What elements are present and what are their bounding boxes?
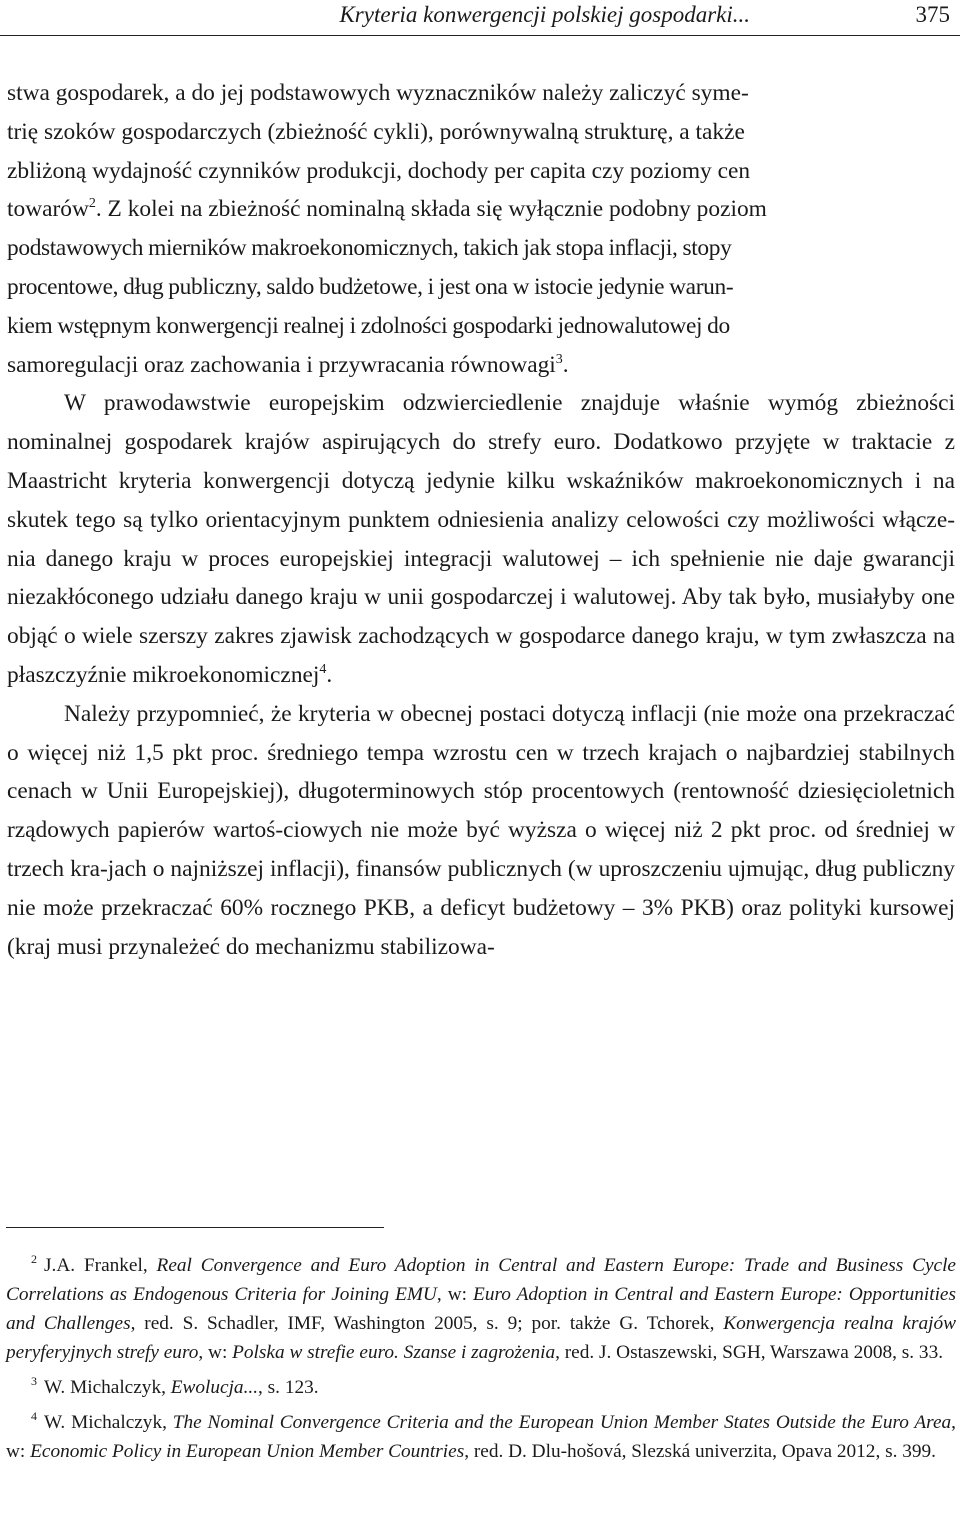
footnote-3 bbox=[6, 1373, 956, 1402]
footnote-text: J.A. Frankel, bbox=[44, 1255, 157, 1276]
paragraph-end: . bbox=[326, 661, 333, 688]
footnote-title: Real Convergence and Euro Adoption in Central and Eastern Europe: Trade and Business Cycle Correlations as Endogenous Criteria for Joining EMU bbox=[6, 1255, 956, 1305]
footnotes bbox=[6, 1251, 956, 1472]
footnote-ref-3[interactable]: 3 bbox=[555, 351, 563, 367]
footnote-number: 3 bbox=[31, 1374, 37, 1388]
text-line: . bbox=[562, 351, 569, 378]
footnote-text: , w: bbox=[198, 1342, 233, 1363]
running-head bbox=[6, 0, 954, 30]
text-line: procentowe, dług publiczny, saldo budżetowe, i jest ona w istocie jedynie warun- bbox=[7, 273, 734, 300]
footnote-text: , s. 123. bbox=[258, 1377, 319, 1398]
text-line: samoregulacji oraz zachowania i przywracania równowagi bbox=[7, 351, 556, 378]
text-line: stwa gospodarek, a do jej podstawowych wyznaczników należy zaliczyć syme- bbox=[7, 80, 749, 106]
footnote-number: 4 bbox=[31, 1409, 37, 1423]
paragraph-text: Należy przypomnieć, że kryteria w obecnej postaci dotyczą inflacji (nie może ona przekraczać o więcej niż 1,5 pkt proc. średniego tempa wzrostu cen w trzech krajach o najbardziej stabilnych cenach w Unii Europejskiej), długoterminowych stóp procentowych (rentowność dziesięcioletnich rządowych papierów wartoś-ciowych nie może być wyższa o więcej niż 2 pkt proc. od średniej w trzech kra-jach o najniższej inflacji), finansów publicznych (w uproszczeniu ujmując, dług publiczny nie może przekraczać 60% rocznego PKB, a deficyt budżetowy – 3% PKB) oraz polityki kursowej (kraj musi przynależeć do mechanizmu stabilizowa- bbox=[7, 700, 955, 960]
footnote-text: , red. S. Schadler, IMF, Washington 2005, s. 9; por. także G. Tchorek, bbox=[130, 1313, 724, 1334]
paragraph-3 bbox=[7, 695, 955, 967]
body-text bbox=[7, 74, 955, 966]
footnote-text: W. Michalczyk, bbox=[44, 1377, 171, 1398]
paragraph-1 bbox=[7, 74, 955, 384]
text-line: towarów bbox=[7, 196, 89, 223]
footnote-title: Euro Adoption in Central and Eastern Europe: Opportunities and Challenges bbox=[6, 1284, 956, 1334]
footnote-4 bbox=[6, 1408, 956, 1466]
running-title: Kryteria konwergencji polskiej gospodarki... bbox=[339, 2, 750, 27]
text-line: podstawowych mierników makroekonomicznych, takich jak stopa inflacji, stopy bbox=[7, 235, 732, 262]
footnote-2 bbox=[6, 1251, 956, 1367]
footnote-title: Ewolucja... bbox=[170, 1377, 259, 1398]
text-line: kiem wstępnym konwergencji realnej i zdolności gospodarki jednowalutowej do bbox=[7, 312, 730, 339]
footnote-rule bbox=[6, 1227, 384, 1228]
footnote-title: Polska w strefie euro. Szanse i zagrożenia bbox=[232, 1342, 556, 1363]
header-rule bbox=[0, 35, 960, 36]
text-line: trię szoków gospodarczych (zbieżność cykli), porównywalną strukturę, a także bbox=[7, 118, 745, 145]
text-line: zbliżoną wydajność czynników produkcji, dochody per capita czy poziomy cen bbox=[7, 157, 751, 184]
footnote-number: 2 bbox=[31, 1252, 37, 1266]
footnote-text: , w: bbox=[436, 1284, 474, 1305]
footnote-title: Economic Policy in European Union Member Countries bbox=[30, 1441, 465, 1462]
footnote-ref-2[interactable]: 2 bbox=[88, 196, 96, 212]
footnote-text: , w: bbox=[6, 1412, 956, 1462]
footnote-text: , red. D. Dlu-hošová, Slezská univerzita, Opava 2012, s. 399. bbox=[464, 1441, 936, 1462]
text-line: . Z kolei na zbieżność nominalną składa się wyłącznie podobny poziom bbox=[95, 196, 767, 223]
footnote-text: , red. J. Ostaszewski, SGH, Warszawa 2008, s. 33. bbox=[555, 1342, 944, 1363]
paragraph-text: W prawodawstwie europejskim odzwierciedlenie znajduje właśnie wymóg zbieżności nominalnej gospodarek krajów aspirujących do strefy euro. Dodatkowo przyjęte w traktacie z Maastricht kryteria konwergencji dotyczą jedynie kilku wskaźników makroekonomicznych i na skutek tego są tylko orientacyjnym punktem odniesienia analizy celowości czy możliwości włącze-nia danego kraju w proces europejskiej integracji walutowej – ich spełnienie nie daje gwarancji niezakłóconego udziału danego kraju w unii gospodarczej i walutowej. Aby tak było, musiałyby one objąć o wiele szerszy zakres zjawisk zachodzących w gospodarce danego kraju, w tym zwłaszcza na płaszczyźnie mikroekonomicznej bbox=[7, 390, 955, 688]
footnote-text: W. Michalczyk, bbox=[44, 1412, 173, 1433]
footnote-title: The Nominal Convergence Criteria and the European Union Member States Outside the Euro Area bbox=[172, 1412, 952, 1433]
paragraph-2 bbox=[7, 384, 955, 694]
footnote-title: Konwergencja realna krajów peryferyjnych strefy euro bbox=[6, 1313, 956, 1363]
footnote-ref-4[interactable]: 4 bbox=[319, 661, 327, 677]
page-number: 375 bbox=[915, 2, 950, 27]
